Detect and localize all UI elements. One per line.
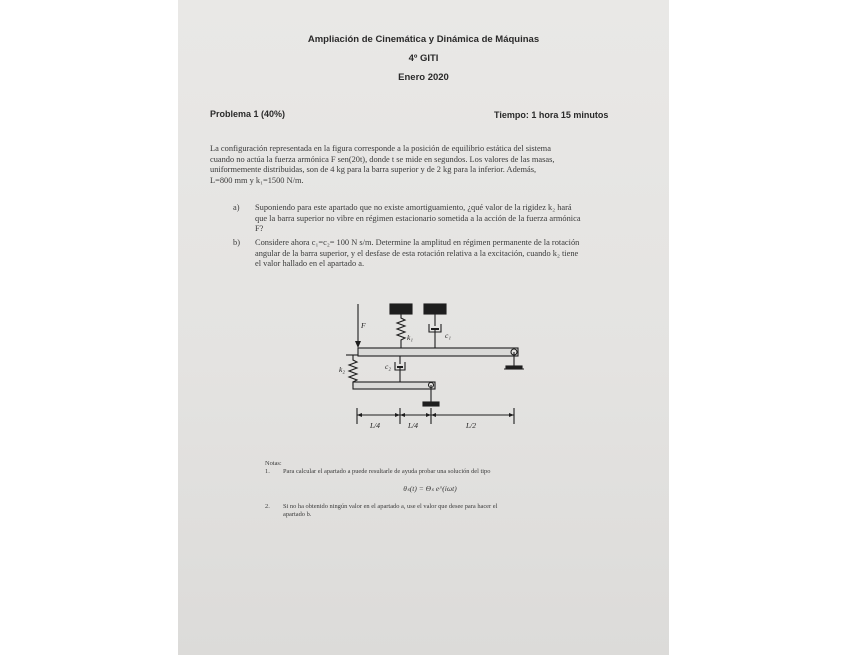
question-marker: b) — [233, 238, 240, 247]
exam-sheet — [178, 0, 669, 655]
question-line: angular de la barra superior, y el desfase de esta rotación relativa a la excitación, cuando k₂ tiene — [255, 248, 579, 258]
c2-label: c₂ — [385, 362, 391, 371]
dimension-label: L/2 — [466, 421, 477, 430]
upper-ground-block — [424, 304, 446, 314]
statement-line: L=800 mm y k₁=1500 N/m. — [210, 175, 304, 185]
c1-label: c₁ — [445, 331, 451, 340]
question-line: Considere ahora c₁=c₂= 100 N s/m. Determine la amplitud en régimen permanente de la rotación — [255, 238, 580, 247]
note-2-line: Si no ha obtenido ningún valor en el apartado a, use el valor que desee para hacer el — [283, 503, 498, 510]
question-a — [233, 203, 653, 235]
note-2-line: apartado b. — [283, 511, 312, 518]
problem-title: Problema 1 (40%) — [210, 109, 286, 119]
note-marker: 1. — [265, 468, 270, 475]
problem-statement — [210, 144, 650, 186]
course-title: Ampliación de Cinemática y Dinámica de Máquinas — [307, 34, 540, 45]
question-marker: a) — [233, 203, 240, 212]
question-b — [233, 238, 653, 270]
time-limit: Tiempo: 1 hora 15 minutos — [494, 110, 609, 120]
dimension-label: L/4 — [408, 421, 419, 430]
note-1-text: Para calcular el apartado a puede resultarle de ayuda probar una solución del tipo — [283, 468, 491, 475]
notes-section — [265, 460, 595, 519]
mechanism-diagram — [328, 298, 548, 434]
statement-line: uniformemente distribuidas, son de 4 kg para la barra superior y de 2 kg para la inferior. Además, — [210, 165, 537, 174]
formula: θₛ(t) = Θₛ e^(iωt) — [403, 484, 457, 493]
spring-k2 — [349, 355, 357, 386]
k1-label: k₁ — [407, 333, 413, 342]
lower-bar — [353, 382, 435, 389]
dimension-label: L/4 — [370, 421, 381, 430]
upper-ground-block — [390, 304, 412, 314]
notes-heading: Notas: — [265, 460, 282, 467]
exam-date: Enero 2020 — [398, 72, 449, 83]
force-label: F — [361, 321, 366, 330]
statement-line: La configuración representada en la figura corresponde a la posición de equilibrio estática del sistema — [210, 144, 551, 153]
spring-k1 — [397, 314, 405, 348]
note-marker: 2. — [265, 503, 270, 510]
degree-label: 4º GITI — [408, 53, 439, 64]
upper-bar — [358, 348, 518, 356]
k2-label: k₂ — [339, 365, 345, 374]
question-line: el valor hallado en el apartado a. — [255, 259, 365, 268]
statement-line: cuando no actúa la fuerza armónica F sen(20t), donde t se mide en segundos. Los valores de las masas, — [210, 154, 555, 164]
question-line: F? — [255, 224, 264, 233]
question-line: Suponiendo para este apartado que no existe amortiguamiento, ¿qué valor de la rigidez k₂ hará — [255, 203, 572, 212]
question-line: que la barra superior no vibre en régimen estacionario sometida a la acción de la fuerza armónica — [255, 213, 581, 223]
